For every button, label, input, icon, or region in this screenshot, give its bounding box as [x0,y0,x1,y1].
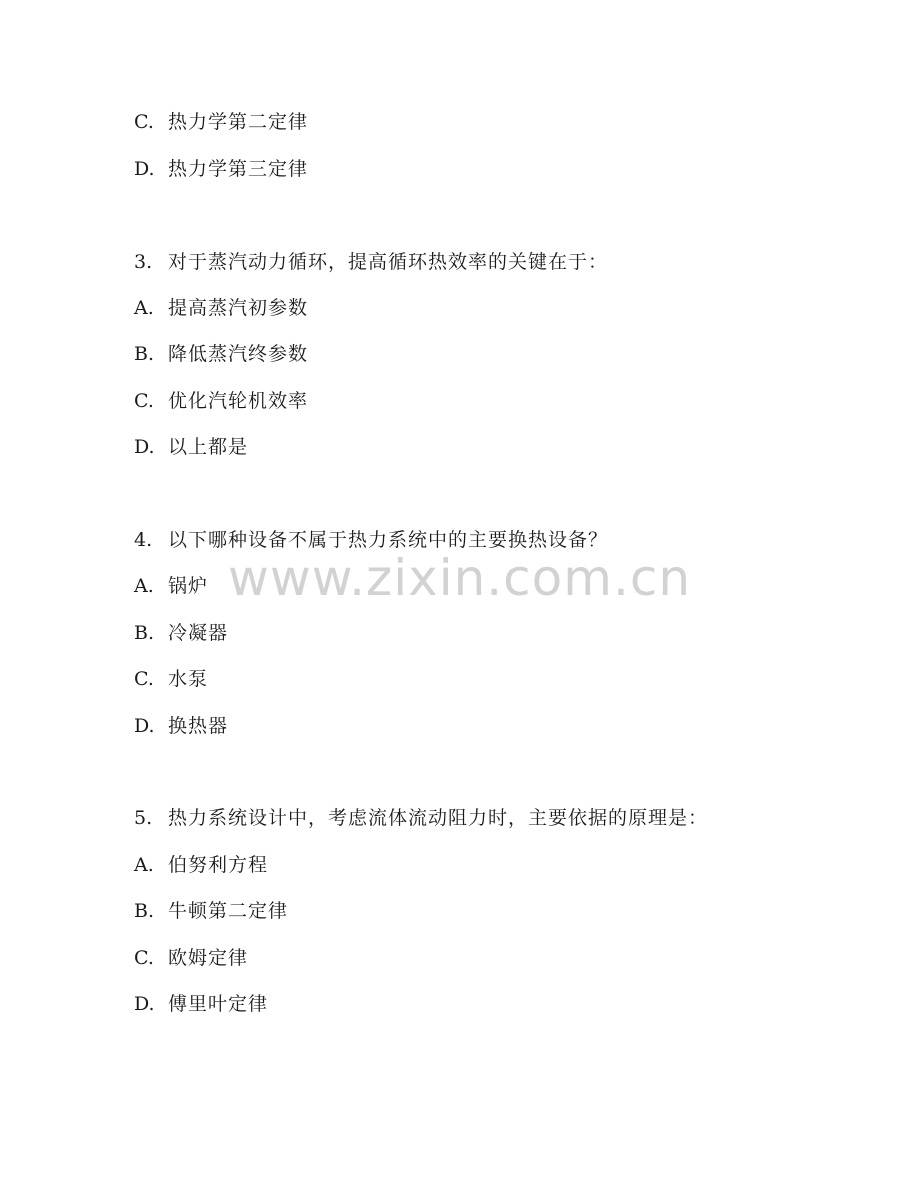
question-number: 3. [134,251,153,273]
option-text: 降低蒸汽终参数 [168,343,309,365]
option-marker: C. [134,668,154,690]
option-text: 优化汽轮机效率 [168,390,309,412]
option-marker: C. [134,111,154,133]
option-line [134,992,268,1016]
option-text: 锅炉 [168,575,209,597]
option-marker: B. [134,622,155,644]
option-marker: D. [134,715,155,737]
option-marker: A. [134,854,154,876]
option-line [134,714,228,738]
question-line [134,528,608,552]
option-marker: C. [134,390,154,412]
option-text: 以上都是 [168,436,249,458]
question-number: 5. [134,807,153,829]
option-text: 伯努利方程 [168,854,269,876]
option-line [134,342,308,366]
watermark: www.zixin.com.cn [228,549,692,607]
question-text: 以下哪种设备不属于热力系统中的主要换热设备？ [168,529,609,551]
question-number: 4. [134,529,153,551]
option-marker: A. [134,297,154,319]
option-line [134,435,248,459]
option-line [134,574,208,598]
option-text: 提高蒸汽初参数 [168,297,309,319]
option-text: 冷凝器 [168,622,229,644]
option-marker: B. [134,343,155,365]
option-marker: B. [134,900,155,922]
option-line [134,157,308,181]
question-line [134,250,608,274]
option-marker: D. [134,993,155,1015]
option-marker: D. [134,436,155,458]
option-text: 牛顿第二定律 [168,900,289,922]
option-line [134,853,268,877]
option-line [134,296,308,320]
option-marker: A. [134,575,154,597]
option-line [134,667,208,691]
option-text: 水泵 [168,668,209,690]
question-text: 热力系统设计中，考虑流体流动阻力时，主要依据的原理是： [168,807,709,829]
option-text: 换热器 [168,715,229,737]
option-text: 热力学第二定律 [168,111,309,133]
question-line [134,806,708,830]
option-line [134,621,228,645]
option-marker: D. [134,158,155,180]
option-marker: C. [134,947,154,969]
option-text: 傅里叶定律 [168,993,269,1015]
option-line [134,946,248,970]
option-text: 欧姆定律 [168,947,249,969]
option-line [134,110,308,134]
option-text: 热力学第三定律 [168,158,309,180]
question-text: 对于蒸汽动力循环，提高循环热效率的关键在于： [168,251,609,273]
option-line [134,899,288,923]
option-line [134,389,308,413]
